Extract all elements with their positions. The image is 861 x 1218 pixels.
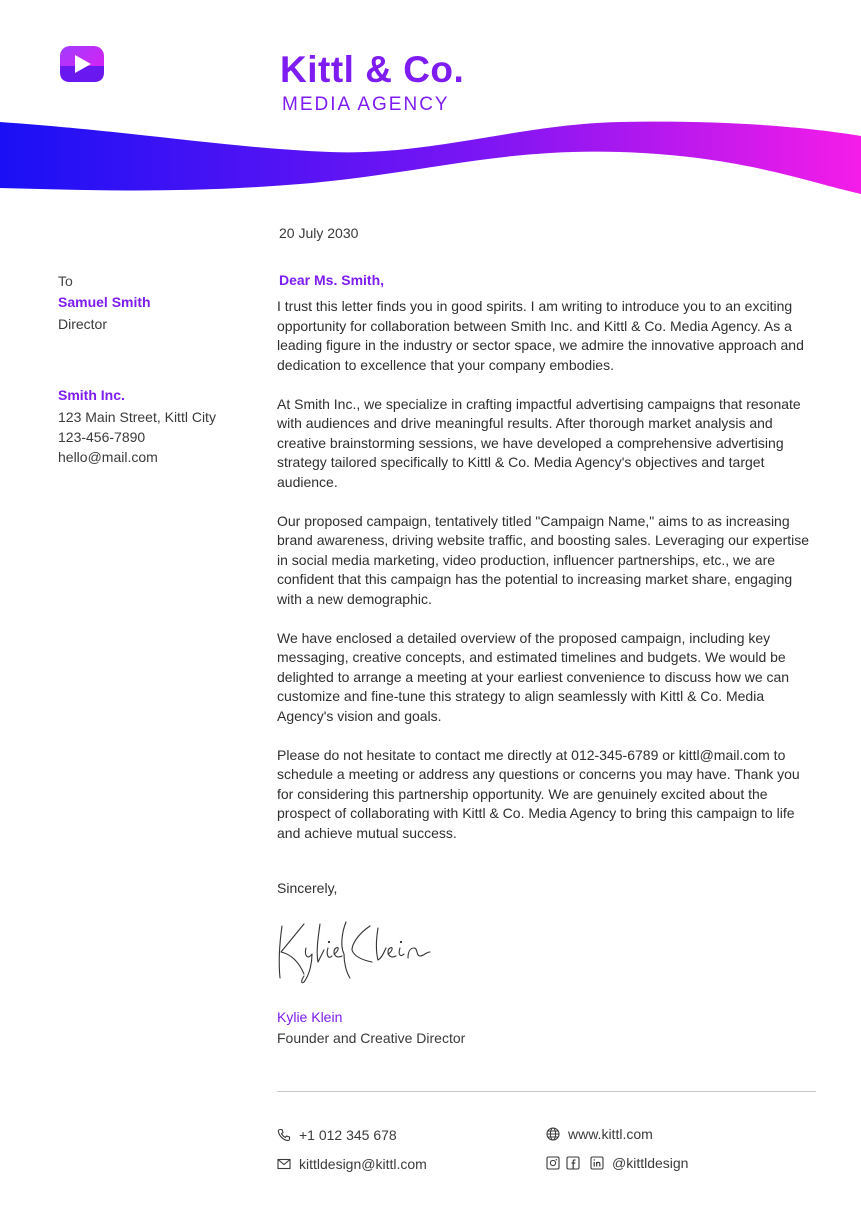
footer-email[interactable] bbox=[277, 1156, 427, 1172]
recipient-company: Smith Inc. bbox=[58, 387, 125, 403]
linkedin-icon[interactable] bbox=[590, 1156, 604, 1170]
footer-phone-text: +1 012 345 678 bbox=[299, 1127, 397, 1143]
brand-tagline: MEDIA AGENCY bbox=[282, 94, 450, 115]
letter-body bbox=[277, 297, 817, 863]
footer-social-handle: @kittldesign bbox=[612, 1155, 689, 1171]
signer-title: Founder and Creative Director bbox=[277, 1030, 466, 1046]
body-paragraph: At Smith Inc., we specialize in crafting impactful advertising campaigns that resonate with audiences and drive meaningful results. After thorough market analysis and creative brainstorming sessions, we have developed a comprehensive advertising strategy tailored specifically to Kittl & Co. Media Agency's objectives and target audience. bbox=[277, 395, 801, 490]
footer-phone[interactable] bbox=[277, 1127, 397, 1143]
recipient-name: Samuel Smith bbox=[58, 294, 151, 310]
body-paragraph: We have enclosed a detailed overview of the proposed campaign, including key messaging, creative concepts, and estimated timelines and budgets. We would be delighted to arrange a meeting at your earliest convenience to discuss how we can customize and fine-tune this strategy to align seamlessly with Kittl & Co. Media Agency's vision and goals. bbox=[277, 629, 790, 724]
recipient-role: Director bbox=[58, 316, 108, 332]
recipient-phone: 123-456-7890 bbox=[58, 429, 146, 445]
body-paragraph: Our proposed campaign, tentatively titled "Campaign Name," aims to as increasing brand awareness, driving website traffic, and boosting sales. Leveraging our expertise in social media marketing, video production, influencer partnerships, etc., we are confident that this campaign has the potential to increasing market share, engaging with a new demographic. bbox=[277, 512, 810, 607]
body-paragraph: Please do not hesitate to contact me directly at 012-345-6789 or kittl@mail.com to schedule a meeting or address any questions or concerns you may have. Thank you for considering this partnership opportunity. We are genuinely excited about the prospect of collaborating with Kittl & Co. Media Agency to bring this campaign to life and achieve mutual success. bbox=[277, 746, 800, 841]
phone-icon bbox=[277, 1128, 291, 1142]
footer-website-text: www.kittl.com bbox=[568, 1126, 653, 1142]
footer-website[interactable] bbox=[546, 1126, 653, 1142]
body-paragraph: I trust this letter finds you in good spirits. I am writing to introduce you to an exciting opportunity for collaboration between Smith Inc. and Kittl & Co. Media Agency. As a leading figure in the industry or sector space, we admire the innovative approach and dedication to excellence that your company embodies. bbox=[277, 298, 804, 373]
letter-date: 20 July 2030 bbox=[279, 225, 359, 241]
facebook-icon[interactable] bbox=[566, 1156, 580, 1170]
brand-name: Kittl & Co. bbox=[280, 49, 465, 90]
recipient-address: 123 Main Street, Kittl City bbox=[58, 409, 216, 425]
globe-icon bbox=[546, 1127, 560, 1141]
header-wave bbox=[0, 118, 861, 198]
to-label: To bbox=[58, 273, 73, 289]
signer-name: Kylie Klein bbox=[277, 1009, 343, 1025]
closing: Sincerely, bbox=[277, 880, 338, 896]
handwritten-signature bbox=[274, 918, 436, 986]
recipient-email: hello@mail.com bbox=[58, 449, 158, 465]
instagram-icon[interactable] bbox=[546, 1156, 560, 1170]
play-icon bbox=[60, 46, 104, 82]
salutation: Dear Ms. Smith, bbox=[279, 272, 385, 288]
footer-divider bbox=[277, 1091, 816, 1092]
mail-icon bbox=[277, 1158, 291, 1170]
footer-email-text: kittldesign@kittl.com bbox=[299, 1156, 427, 1172]
footer-social[interactable] bbox=[546, 1155, 688, 1171]
